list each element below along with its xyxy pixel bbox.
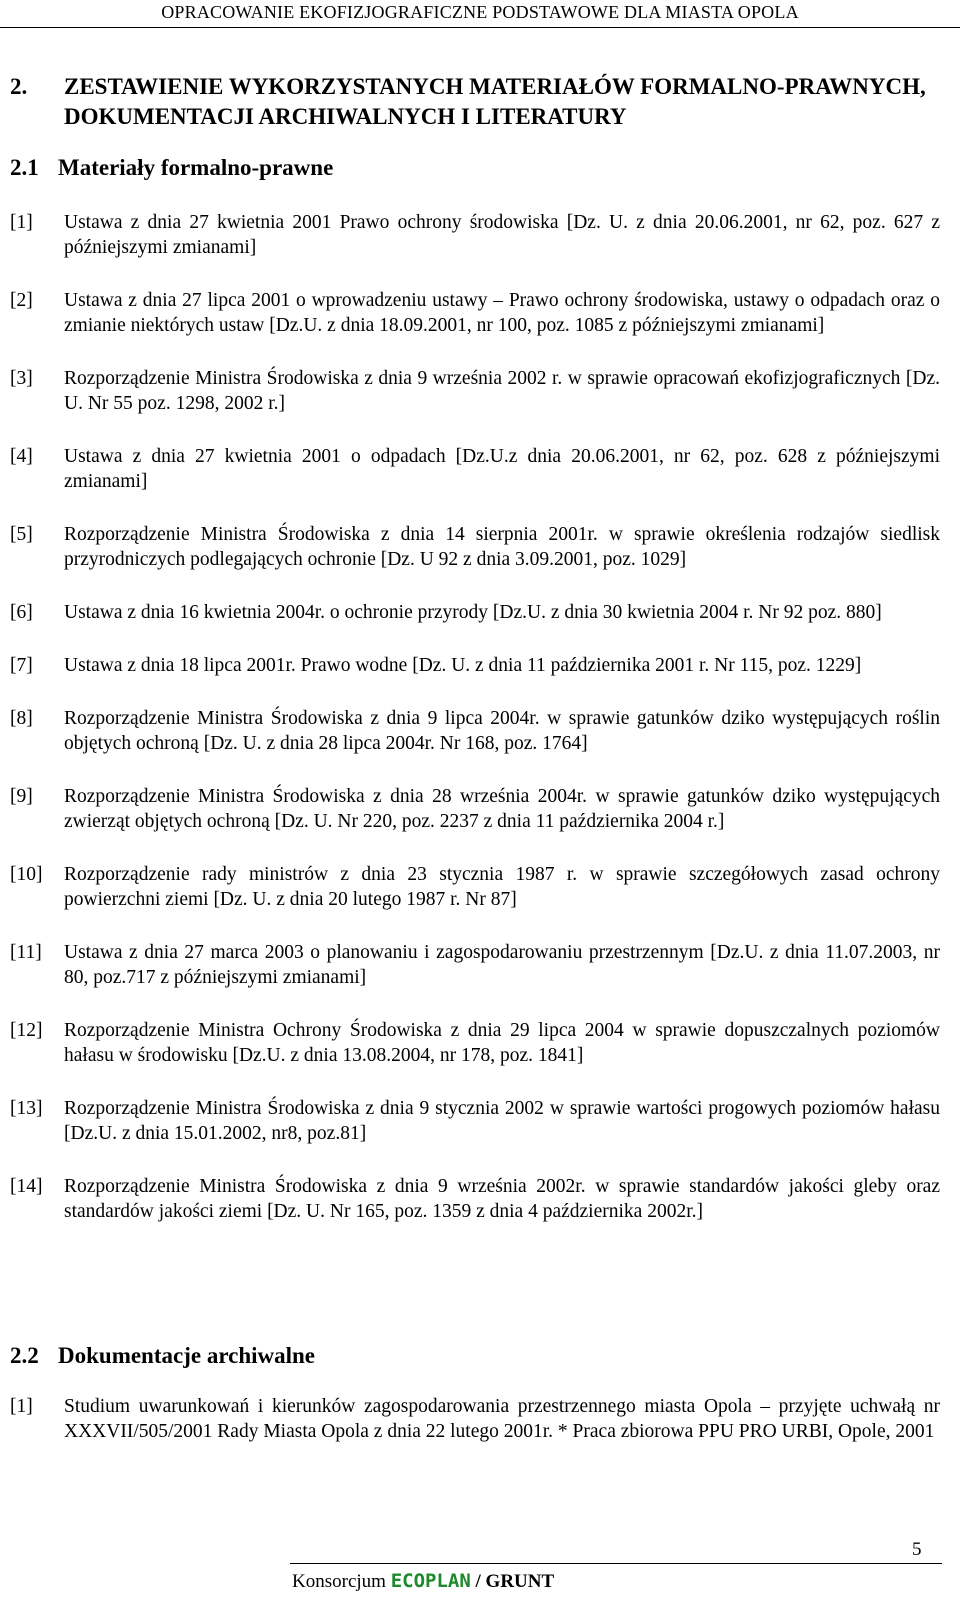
footer-suffix: / GRUNT bbox=[475, 1571, 555, 1592]
reference-number: [6] bbox=[10, 602, 33, 623]
reference-number: [2] bbox=[10, 290, 33, 311]
subsection-heading-2-2 bbox=[10, 1342, 315, 1370]
reference-number: [13] bbox=[10, 1098, 43, 1119]
reference-text: Rozporządzenie Ministra Środowiska z dnia 28 września 2004r. w sprawie gatunków dziko występujących zwierząt objętych ochroną [Dz. U. Nr 220, poz. 2237 z dnia 11 października 2004 r.] bbox=[64, 786, 940, 832]
subsection-title: Materiały formalno-prawne bbox=[58, 155, 334, 180]
reference-text: Ustawa z dnia 27 kwietnia 2001 o odpadach [Dz.U.z dnia 20.06.2001, nr 62, poz. 628 z późniejszymi zmianami] bbox=[64, 446, 940, 492]
reference-entry bbox=[10, 366, 940, 416]
reference-entry bbox=[10, 862, 940, 912]
subsection-title: Dokumentacje archiwalne bbox=[58, 1343, 316, 1368]
reference-number: [11] bbox=[10, 942, 42, 963]
reference-number: [8] bbox=[10, 708, 33, 729]
section-title: ZESTAWIENIE WYKORZYSTANYCH MATERIAŁÓW FORMALNO-PRAWNYCH, DOKUMENTACJI ARCHIWALNYCH I LITERATURY bbox=[64, 74, 926, 129]
reference-number: [9] bbox=[10, 786, 33, 807]
reference-entry bbox=[10, 288, 940, 338]
reference-text: Rozporządzenie rady ministrów z dnia 23 stycznia 1987 r. w sprawie szczegółowych zasad ochrony powierzchni ziemi [Dz. U. z dnia 20 lutego 1987 r. Nr 87] bbox=[64, 864, 940, 910]
footer-prefix: Konsorcjum bbox=[292, 1571, 386, 1592]
reference-entry bbox=[10, 600, 940, 625]
reference-text: Rozporządzenie Ministra Środowiska z dnia 9 września 2002r. w sprawie standardów jakości gleby oraz standardów jakości ziemi [Dz. U. Nr 165, poz. 1359 z dnia 4 października 2002r.] bbox=[64, 1176, 940, 1222]
reference-number: [1] bbox=[10, 212, 33, 233]
reference-number: [7] bbox=[10, 655, 33, 676]
reference-entry bbox=[10, 706, 940, 756]
reference-entry bbox=[10, 1174, 940, 1224]
reference-text: Ustawa z dnia 27 lipca 2001 o wprowadzeniu ustawy – Prawo ochrony środowiska, ustawy o odpadach oraz o zmianie niektórych ustaw [Dz.U. z dnia 18.09.2001, nr 100, poz. 1085 z późniejszymi zmianami] bbox=[64, 290, 940, 336]
running-header: OPRACOWANIE EKOFIZJOGRAFICZNE PODSTAWOWE DLA MIASTA OPOLA bbox=[161, 2, 799, 22]
subsection-number: 2.1 bbox=[10, 155, 39, 180]
reference-number: [12] bbox=[10, 1020, 43, 1041]
reference-entry bbox=[10, 940, 940, 990]
reference-text: Rozporządzenie Ministra Środowiska z dnia 14 sierpnia 2001r. w sprawie określenia rodzajów siedlisk przyrodniczych podlegających ochronie [Dz. U 92 z dnia 3.09.2001, poz. 1029] bbox=[64, 524, 940, 570]
reference-entry bbox=[10, 653, 940, 678]
footer-rule bbox=[290, 1563, 942, 1564]
reference-text: Rozporządzenie Ministra Środowiska z dnia 9 stycznia 2002 w sprawie wartości progowych poziomów hałasu [Dz.U. z dnia 15.01.2002, nr8, poz.81] bbox=[64, 1098, 940, 1144]
ecoplan-logo-text: ECOPLAN bbox=[390, 1570, 471, 1592]
section-heading bbox=[10, 72, 940, 132]
subsection-heading-2-1 bbox=[10, 154, 333, 182]
reference-entry bbox=[10, 522, 940, 572]
reference-text: Rozporządzenie Ministra Środowiska z dnia 9 lipca 2004r. w sprawie gatunków dziko występujących roślin objętych ochroną [Dz. U. z dnia 28 lipca 2004r. Nr 168, poz. 1764] bbox=[64, 708, 940, 754]
legal-materials-list bbox=[10, 210, 940, 1252]
reference-number: [10] bbox=[10, 864, 43, 885]
reference-number: [3] bbox=[10, 368, 33, 389]
reference-text: Ustawa z dnia 16 kwietnia 2004r. o ochronie przyrody [Dz.U. z dnia 30 kwietnia 2004 r. Nr 92 poz. 880] bbox=[64, 602, 882, 623]
reference-entry bbox=[10, 784, 940, 834]
header-rule bbox=[0, 27, 960, 28]
reference-entry bbox=[10, 210, 940, 260]
page-number: 5 bbox=[912, 1539, 922, 1560]
subsection-number: 2.2 bbox=[10, 1343, 39, 1368]
reference-text: Rozporządzenie Ministra Środowiska z dnia 9 września 2002 r. w sprawie opracowań ekofizjograficznych [Dz. U. Nr 55 poz. 1298, 2002 r.] bbox=[64, 368, 940, 414]
reference-number: [4] bbox=[10, 446, 33, 467]
reference-text: Rozporządzenie Ministra Ochrony Środowiska z dnia 29 lipca 2004 w sprawie dopuszczalnych poziomów hałasu w środowisku [Dz.U. z dnia 13.08.2004, nr 178, poz. 1841] bbox=[64, 1020, 940, 1066]
reference-text: Ustawa z dnia 27 kwietnia 2001 Prawo ochrony środowiska [Dz. U. z dnia 20.06.2001, nr 62, poz. 627 z późniejszymi zmianami] bbox=[64, 212, 940, 258]
footer bbox=[292, 1569, 554, 1594]
reference-entry bbox=[10, 444, 940, 494]
reference-number: [1] bbox=[10, 1396, 33, 1417]
reference-text: Ustawa z dnia 27 marca 2003 o planowaniu i zagospodarowaniu przestrzennym [Dz.U. z dnia 11.07.2003, nr 80, poz.717 z późniejszymi zmianami] bbox=[64, 942, 940, 988]
archival-documents-list bbox=[10, 1394, 940, 1472]
reference-entry bbox=[10, 1018, 940, 1068]
section-number: 2. bbox=[10, 74, 28, 99]
reference-number: [14] bbox=[10, 1176, 43, 1197]
reference-entry bbox=[10, 1096, 940, 1146]
reference-text: Ustawa z dnia 18 lipca 2001r. Prawo wodne [Dz. U. z dnia 11 października 2001 r. Nr 115, poz. 1229] bbox=[64, 655, 862, 676]
reference-text: Studium uwarunkowań i kierunków zagospodarowania przestrzennego miasta Opola – przyjęte uchwałą nr XXXVII/505/2001 Rady Miasta Opola z dnia 22 lutego 2001r. * Praca zbiorowa PPU PRO URBI, Opole, 2001 bbox=[64, 1396, 940, 1442]
reference-number: [5] bbox=[10, 524, 33, 545]
reference-entry bbox=[10, 1394, 940, 1444]
